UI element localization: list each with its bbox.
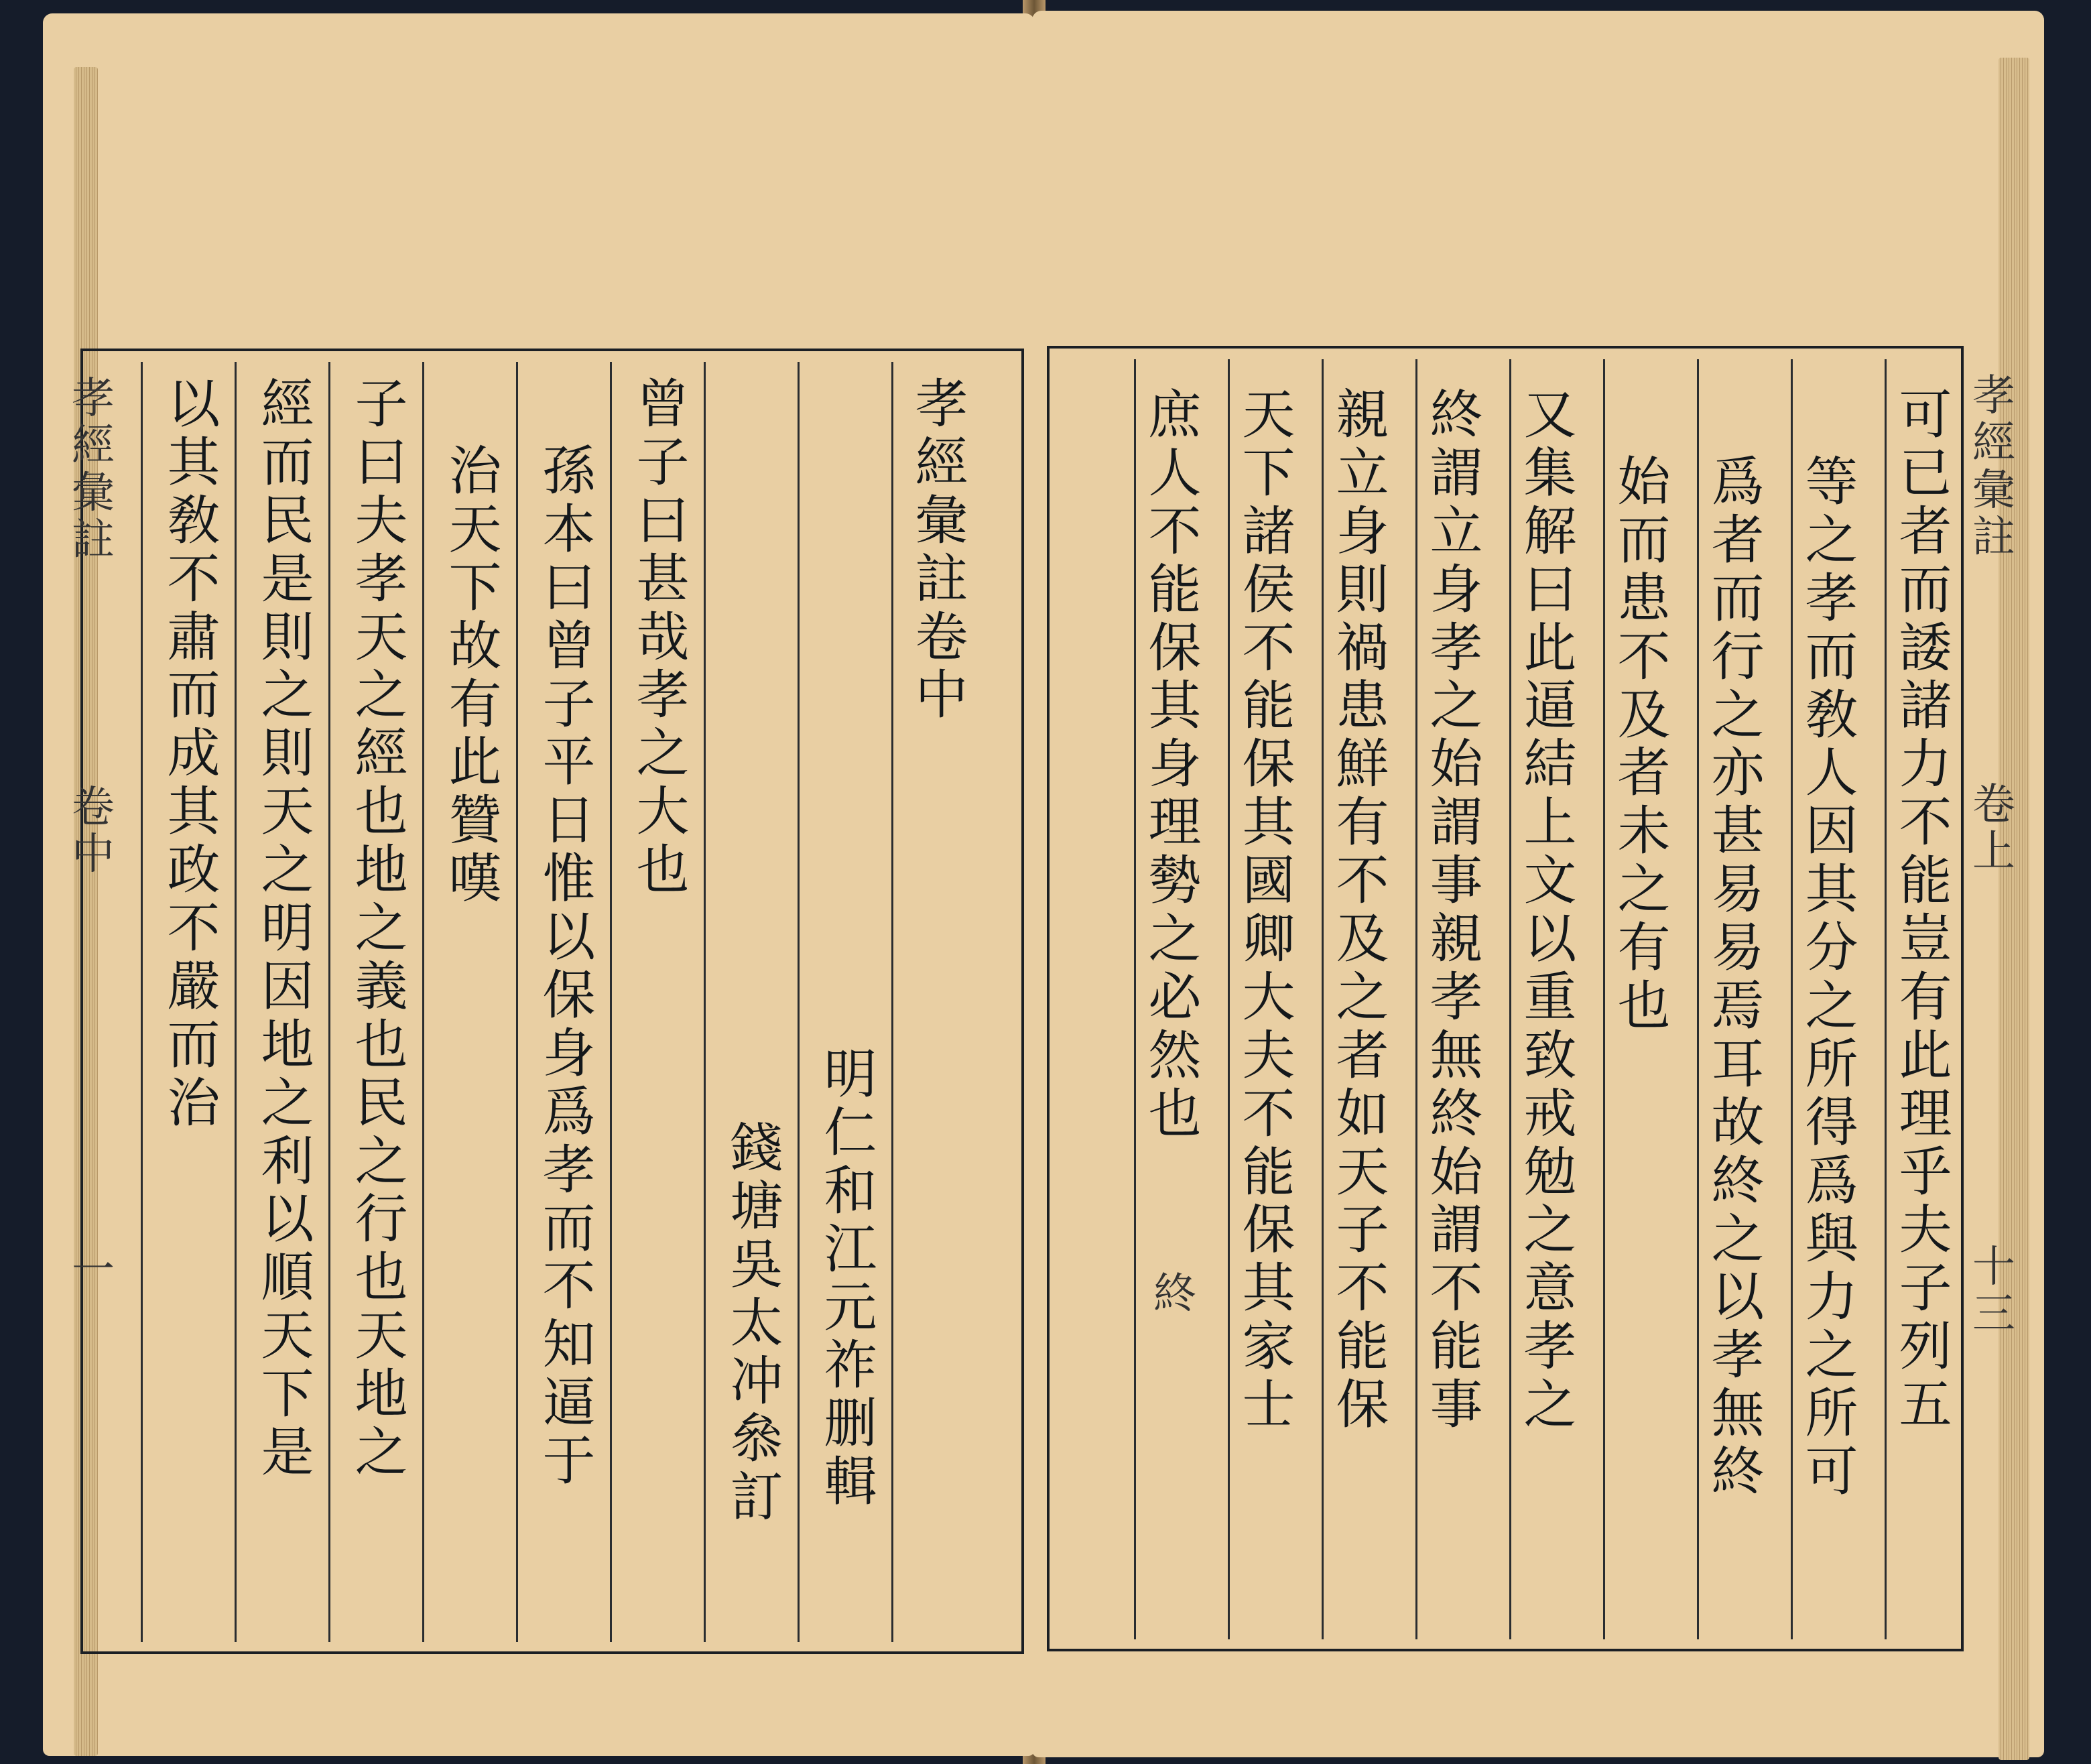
left-page [43, 13, 1035, 1756]
text-column: 治 天 下 故 有 此 贊 嘆 [448, 440, 502, 910]
right-page [1032, 11, 2044, 1757]
page-margin-label: 孝 經 彙 註 [72, 374, 115, 566]
compiler-credit-1: 明 仁 和 江 元 祚 删 輯 [824, 1044, 877, 1513]
page-number: 十 三 [1972, 1243, 2015, 1340]
right-page-edges [1999, 58, 2029, 1760]
text-column: 終 謂 立 身 孝 之 始 謂 事 親 孝 無 終 始 謂 不 能 事 [1430, 384, 1483, 1436]
page-margin-label-volume: 卷 中 [72, 783, 115, 880]
text-column: 可 已 者 而 諉 諸 力 不 能 豈 有 此 理 乎 夫 子 列 五 [1899, 384, 1952, 1436]
text-column: 孫 本 曰 曾 子 平 日 惟 以 保 身 爲 孝 而 不 知 逼 于 [542, 440, 596, 1493]
text-column: 爲 者 而 行 之 亦 甚 易 易 焉 耳 故 終 之 以 孝 無 終 [1711, 451, 1765, 1503]
page-margin-label: 孝 經 彙 註 [1972, 371, 2015, 563]
text-column: 始 而 患 不 及 者 未 之 有 也 [1617, 451, 1671, 1037]
chapter-title: 孝 經 彙 註 卷 中 [915, 373, 968, 727]
text-column: 經 而 民 是 則 之 則 天 之 明 因 地 之 利 以 順 天 下 是 [261, 373, 314, 1484]
end-mark: 終 [1153, 1269, 1196, 1319]
compiler-credit-2: 錢 塘 吳 太 冲 叅 訂 [730, 1117, 783, 1529]
page-margin-label-volume: 卷 上 [1972, 780, 2015, 877]
text-column: 天 下 諸 侯 不 能 保 其 國 卿 大 夫 不 能 保 其 家 士 [1242, 384, 1295, 1436]
text-column: 又 集 解 曰 此 逼 結 上 文 以 重 致 戒 勉 之 意 孝 之 [1523, 384, 1577, 1436]
text-column: 親 立 身 則 禍 患 鮮 有 不 及 之 者 如 天 子 不 能 保 [1336, 384, 1389, 1436]
text-column: 等 之 孝 而 敎 人 因 其 分 之 所 得 爲 與 力 之 所 可 [1805, 451, 1858, 1503]
text-column: 子 曰 夫 孝 天 之 經 也 地 之 義 也 民 之 行 也 天 地 之 [355, 373, 408, 1484]
text-column: 以 其 敎 不 肅 而 成 其 政 不 嚴 而 治 [167, 373, 220, 1134]
text-column: 庶 人 不 能 保 其 身 理 勢 之 必 然 也 [1148, 384, 1202, 1145]
text-column: 曾 子 曰 甚 哉 孝 之 大 也 [636, 373, 690, 901]
page-number: 一 [72, 1245, 115, 1295]
